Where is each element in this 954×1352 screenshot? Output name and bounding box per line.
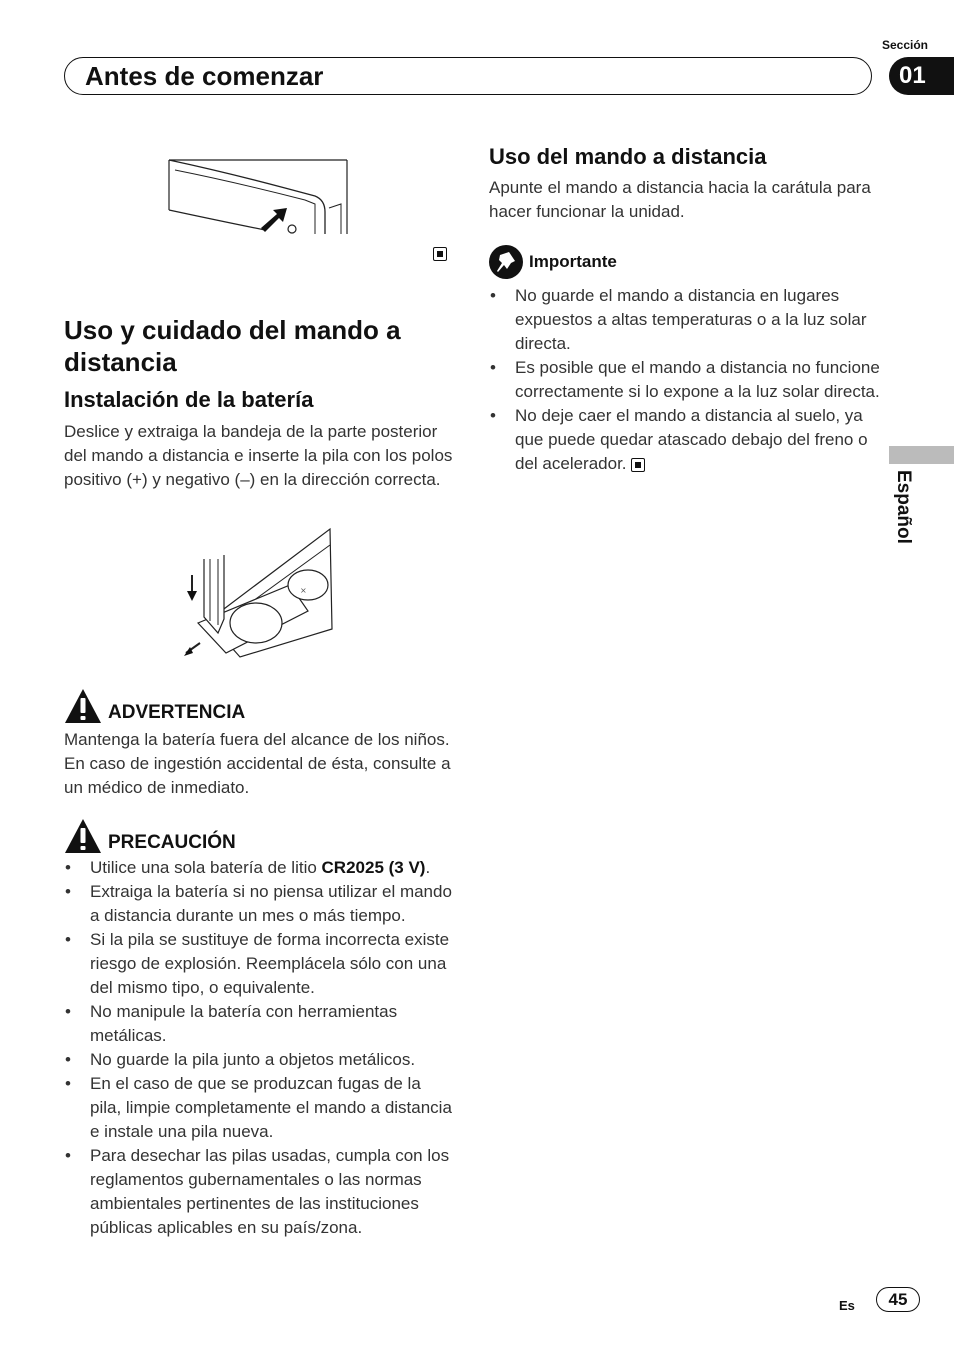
language-tab xyxy=(880,470,940,560)
warning-triangle-icon xyxy=(64,688,102,724)
page-number: 45 xyxy=(876,1287,920,1312)
svg-text:×: × xyxy=(300,586,307,595)
important-item xyxy=(489,404,881,476)
caution-list xyxy=(64,856,456,1240)
caution-item: • No guarde la pila junto a objetos metálicos. xyxy=(64,1048,456,1072)
section-label: Sección xyxy=(881,38,928,52)
battery-heading: Instalación de la batería xyxy=(64,387,314,412)
important-item: • No guarde el mando a distancia en lugares expuestos a altas temperaturas o a la luz solar directa. xyxy=(489,284,881,356)
caution-triangle-icon xyxy=(64,818,102,854)
warning-label: ADVERTENCIA xyxy=(108,702,246,723)
head-unit-illustration xyxy=(165,152,355,242)
important-item: • Es posible que el mando a distancia no funcione correctamente si lo expone a la luz solar directa. xyxy=(489,356,881,404)
pushpin-icon xyxy=(489,245,523,279)
caution-label: PRECAUCIÓN xyxy=(108,832,236,853)
caution-header xyxy=(64,818,236,854)
caution-item xyxy=(64,856,456,880)
important-item-text: No deje caer el mando a distancia al suelo, ya que puede quedar atascado debajo del freno o del acelerador. xyxy=(515,406,868,473)
battery-model: CR2025 (3 V) xyxy=(321,858,426,877)
end-of-section-mark xyxy=(433,245,447,263)
page-title: Antes de comenzar xyxy=(85,61,324,91)
remote-use-intro: Apunte el mando a distancia hacia la carátula para hacer funcionar la unidad. xyxy=(489,178,871,221)
footer-language-code: Es xyxy=(839,1298,855,1313)
caution-item-text: Utilice una sola batería de litio xyxy=(90,858,322,877)
important-header xyxy=(489,245,617,279)
caution-item: • No manipule la batería con herramientas metálicas. xyxy=(64,1000,456,1048)
caution-item: • Si la pila se sustituye de forma incorrecta existe riesgo de explosión. Reemplácela sólo con una del mismo tipo, o equivalente. xyxy=(64,928,456,1000)
caution-item: • Extraiga la batería si no piensa utilizar el mando a distancia durante un mes o más tiempo. xyxy=(64,880,456,928)
caution-item: • En el caso de que se produzcan fugas de la pila, limpie completamente el mando a distancia e instale una pila nueva. xyxy=(64,1072,456,1144)
warning-header xyxy=(64,688,245,724)
language-tab-label: Español xyxy=(893,470,914,544)
battery-insertion-illustration xyxy=(180,525,340,665)
caution-item-suffix: . xyxy=(425,858,431,877)
remote-use-heading: Uso del mando a distancia xyxy=(489,144,767,169)
language-tab-bar xyxy=(889,446,954,464)
main-heading: Uso y cuidado del mando a distancia xyxy=(64,315,401,377)
caution-item: • Para desechar las pilas usadas, cumpla con los reglamentos gubernamentales o las normas ambientales pertinentes de las instituciones públicas aplicables en su país/zona. xyxy=(64,1144,456,1240)
end-of-section-mark xyxy=(631,458,645,472)
battery-instructions: Deslice y extraiga la bandeja de la parte posterior del mando a distancia e inserte la pila con los polos positivo (+) y negativo (–) en la dirección correcta. xyxy=(64,422,453,489)
warning-text: Mantenga la batería fuera del alcance de los niños. En caso de ingestión accidental de ésta, consulte a un médico de inmediato. xyxy=(64,730,451,797)
section-number-badge: 01 xyxy=(889,57,954,95)
important-label: Importante xyxy=(529,252,617,271)
important-list xyxy=(489,284,881,476)
